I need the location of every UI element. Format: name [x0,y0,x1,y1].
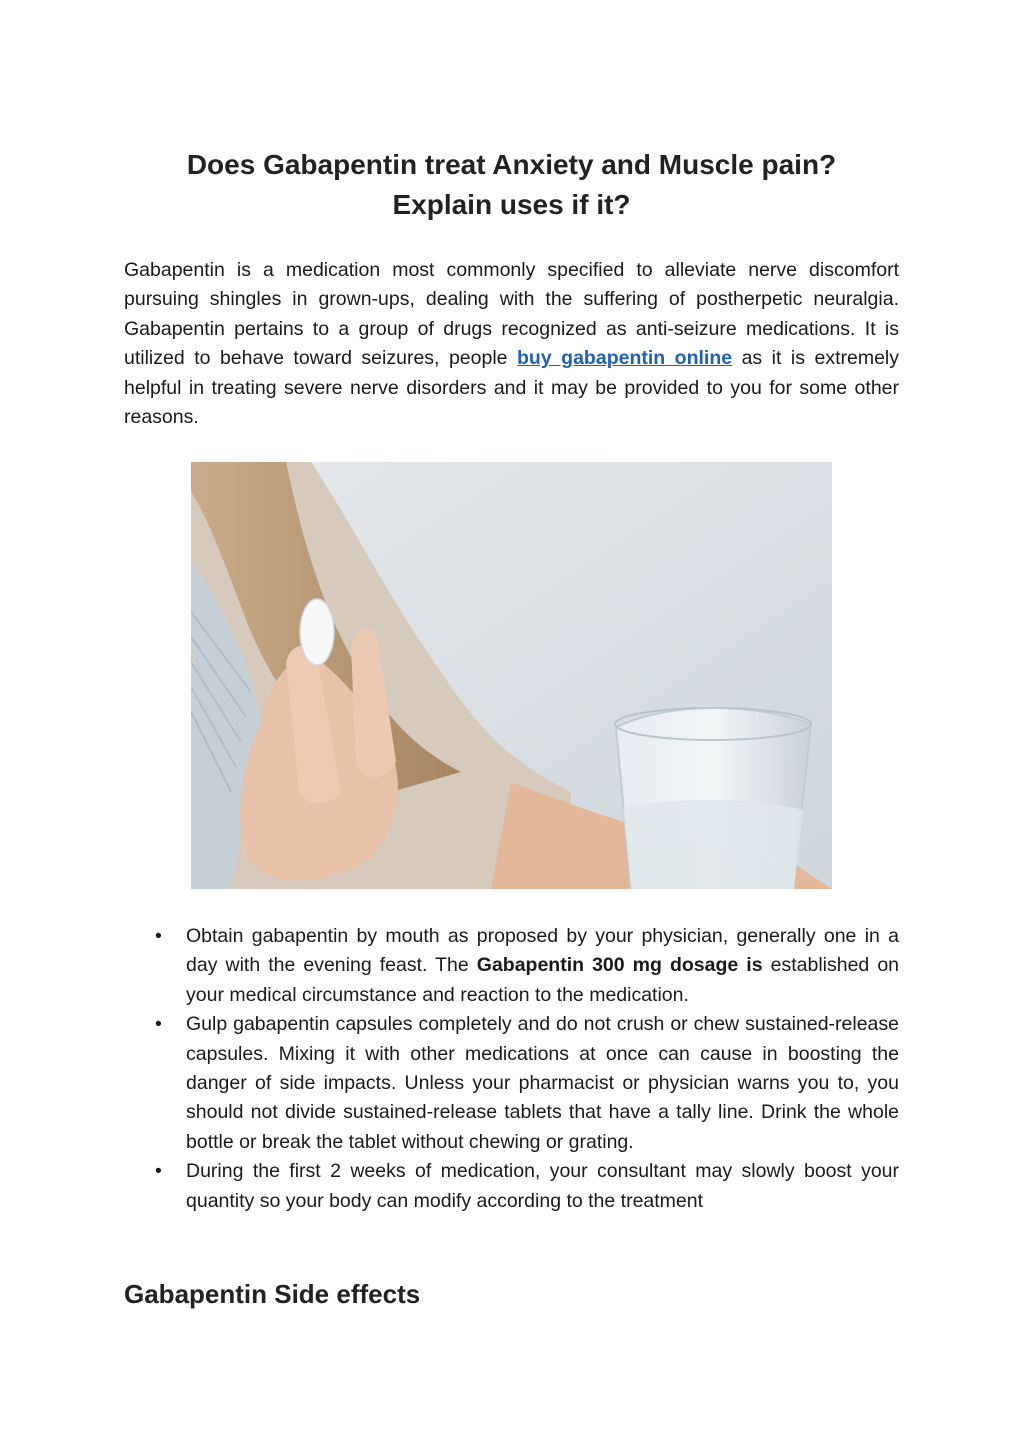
list-item-text-end: established on your medical circumstance and reaction to the medication. [186,954,900,1006]
dosage-emphasis: Gabapentin 300 mg dosage is [476,954,763,977]
water-in-glass [623,800,803,889]
buy-gabapentin-link[interactable]: buy gabapentin online [517,347,733,370]
list-item [124,1157,899,1216]
intro-text-start: Gabapentin is a medication most commonly specified to alleviate nerve discomfort pursuing shingles in grown-ups, dealing with the suffering of postherpetic neuralgia. Gabapentin pertains to a group of drugs recognized as anti-seizure medications. It is utilized to behave toward seizures, people [124,259,899,370]
list-item-text: Gulp gabapentin capsules completely and do not crush or chew sustained-release capsules. Mixing it with other medications at once can cause in boosting the danger of side impacts. Unless your pharmacist or physician warns you to, you should not divide sustained-release tablets that have a tally line. Drink the whole bottle or break the tablet without chewing or grating. [186,1013,899,1153]
page-title [124,145,899,225]
page-title-line-2: Explain uses if it? [392,188,631,220]
photo-woman-holding-pill-and-water-glass [191,462,832,889]
intro-text-end: as it is extremely helpful in treating severe nerve disorders and it may be provided to you for some other reasons. [124,347,900,429]
white-pill [300,599,334,665]
bullet-icon: • [155,1013,162,1036]
bullet-icon: • [155,925,162,947]
list-item-text: During the first 2 weeks of medication, your consultant may slowly boost your quantity so your body can modify according to the treatment [186,1160,899,1212]
list-item [124,922,899,1010]
photo-illustration [191,462,832,889]
bullet-icon: • [155,1160,162,1183]
instructions-list [124,922,899,1216]
section-heading-side-effects: Gabapentin Side effects [124,1279,421,1309]
intro-paragraph [124,256,899,432]
list-item [124,1010,899,1157]
list-item-text-start: Obtain gabapentin by mouth as proposed by your physician, generally one in a day with the evening feast. The [186,925,899,977]
page-title-line-1: Does Gabapentin treat Anxiety and Muscle pain? [186,148,837,180]
